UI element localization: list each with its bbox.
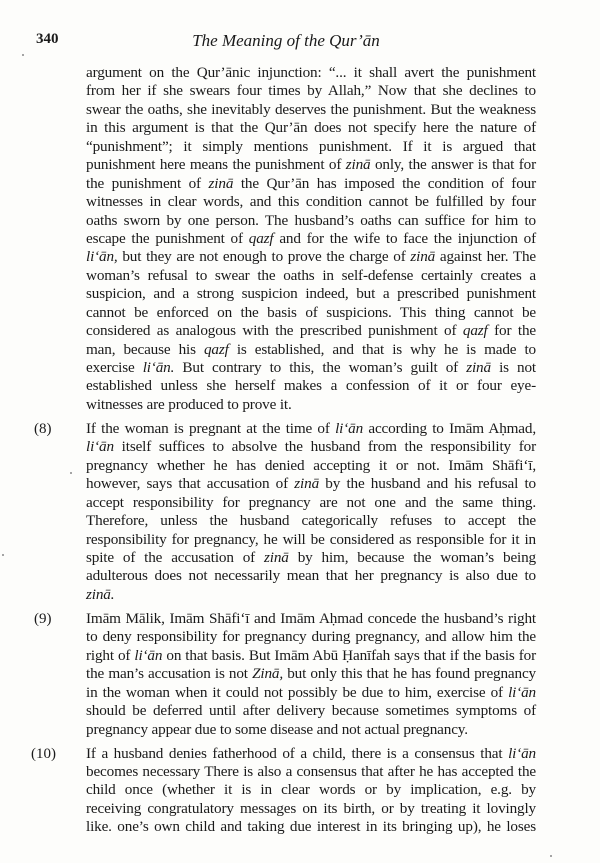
paragraph-continued — [0, 64, 600, 414]
italic-term: li‘ān — [508, 744, 536, 762]
text-line: swear the oaths, she inevitably deserves the punishment. But the weakness — [86, 100, 536, 118]
text-line: Imām Mālik, Imām Shāfi‘ī and Imām Aḥmad concede the husband’s right — [86, 609, 536, 627]
paragraph-number: (9) — [34, 610, 52, 627]
text-line: If the woman is pregnant at the time of li‘ān according to Imām Aḥmad, — [86, 419, 536, 437]
paragraph-9 — [0, 610, 600, 739]
italic-term: zinā — [345, 156, 371, 174]
paragraph-text — [86, 420, 536, 604]
italic-term: zinā — [208, 174, 234, 192]
paragraph-number: (10) — [31, 745, 56, 762]
text-line: woman’s refusal to swear the oaths in self-defense certainly creates a — [86, 266, 536, 284]
italic-term: li‘ān — [508, 683, 536, 701]
text-line: punishment here means the punishment of zinā only, the answer is that for — [86, 156, 536, 174]
page-body — [0, 64, 600, 842]
paragraph-text — [86, 610, 536, 739]
italic-term: qazf — [462, 322, 488, 340]
paragraph-text — [86, 64, 536, 414]
text-line: accept responsibility for pregnancy are not one and the same thing. — [86, 493, 536, 511]
text-line: If a husband denies fatherhood of a child, there is a consensus that li‘ān — [86, 744, 536, 762]
text-line: suspicion, and a strong suspicion indeed, but a prescribed punishment — [86, 285, 536, 303]
text-line: responsibility for pregnancy, he will be considered as responsible for it in — [86, 530, 536, 548]
text-line: considered as analogous with the prescribed punishment of qazf for the — [86, 322, 536, 340]
italic-term: zinā — [264, 548, 289, 566]
text-line: the man’s accusation is not Zinā, but only this that he has found pregnancy — [86, 665, 537, 683]
text-line: oaths sworn by one person. The husband’s oaths can suffice for him to — [86, 211, 536, 229]
italic-term: zinā — [410, 248, 436, 266]
text-line — [86, 586, 536, 604]
italic-term: zinā — [294, 475, 320, 493]
italic-term: li‘ān, — [86, 248, 118, 266]
text-line: like. one’s own child and taking due interest in its bringing up), he loses — [86, 818, 536, 836]
italic-term: li‘ān — [86, 438, 114, 456]
text-line: pregnancy appear due to some disease and not actual pregnancy. — [86, 720, 468, 738]
italic-term: zinā. — [86, 585, 115, 603]
paragraph-text — [86, 745, 536, 837]
text-line: argument on the Qur’ānic injunction: “... it shall avert the punishment — [86, 64, 536, 81]
paragraph-8 — [0, 420, 600, 604]
italic-term: qazf — [248, 229, 274, 247]
text-line: witnesses in clear words, and this condition cannot be fulfilled by four — [86, 193, 536, 211]
text-line: should be deferred until after delivery because sometimes symptoms of — [86, 702, 536, 720]
text-line: Therefore, unless the husband categorically refuses to accept the — [86, 512, 536, 530]
paragraph-number: (8) — [34, 420, 52, 437]
text-line: in this argument is that the Qur’ān does not specify here the nature of — [86, 119, 536, 137]
italic-term: zinā — [466, 359, 491, 376]
italic-term: li‘ān — [335, 419, 364, 437]
text-line: pregnancy whether he has denied accepting it or not. Imām Shāfi‘ī, — [86, 456, 536, 474]
text-line: adulterous does not necessarily mean that her pregnancy is also due to — [86, 567, 536, 585]
italic-term: li‘ān — [134, 646, 163, 664]
text-line: escape the punishment of qazf and for the wife to face the injunction of — [86, 229, 537, 247]
text-line: becomes necessary There is also a consensus that after he has accepted the — [86, 762, 536, 780]
scan-speck — [70, 472, 72, 474]
scan-speck — [2, 554, 4, 556]
paragraph-10 — [0, 745, 600, 837]
text-line: exercise li‘ān. But contrary to this, the woman’s guilt of zinā is not — [86, 359, 536, 376]
italic-term: Zinā, — [252, 665, 283, 683]
running-head: The Meaning of the Qur’ān — [192, 31, 380, 50]
text-line: to deny responsibility for pregnancy during pregnancy, and allow him the — [86, 628, 536, 646]
scan-speck — [550, 855, 552, 857]
italic-term: li‘ān. — [142, 359, 175, 376]
text-line: li‘ān, but they are not enough to prove the charge of zinā against her. The — [86, 248, 536, 266]
text-line: “punishment”; it simply mentions punishment. If it is argued that — [86, 137, 536, 155]
text-line: in the woman when it could not possibly be due to him, exercise of li‘ān — [86, 683, 536, 701]
text-line: child once (whether it is in clear words or by implication, e.g. by — [86, 781, 536, 799]
page-number: 340 — [36, 31, 59, 47]
text-line: man, because his qazf is established, and that is why he is made to — [86, 340, 537, 358]
text-line: right of li‘ān on that basis. But Imām Abū Ḥanīfah says that if the basis for — [86, 646, 536, 664]
scan-speck — [22, 54, 24, 56]
text-line: li‘ān itself suffices to absolve the husband from the responsibility for — [86, 438, 536, 456]
text-line: however, says that accusation of zinā by the husband and his refusal to — [86, 475, 536, 493]
text-line: cannot be enforced on the basis of suspicions. This thing cannot be — [86, 303, 536, 321]
text-line: from her if she swears four times by Allah,” Now that she declines to — [86, 82, 536, 100]
text-line: witnesses are produced to prove it. — [86, 395, 292, 413]
italic-term: qazf — [203, 340, 229, 358]
text-line: receiving congratulatory messages on its birth, or by treating it lovingly — [86, 799, 536, 817]
text-line: the punishment of zinā the Qur’ān has imposed the condition of four — [86, 174, 536, 192]
text-line: established unless she herself makes a confession of it or four eye- — [86, 377, 536, 395]
text-line: spite of the accusation of zinā by him, because the woman’s being — [86, 548, 536, 566]
